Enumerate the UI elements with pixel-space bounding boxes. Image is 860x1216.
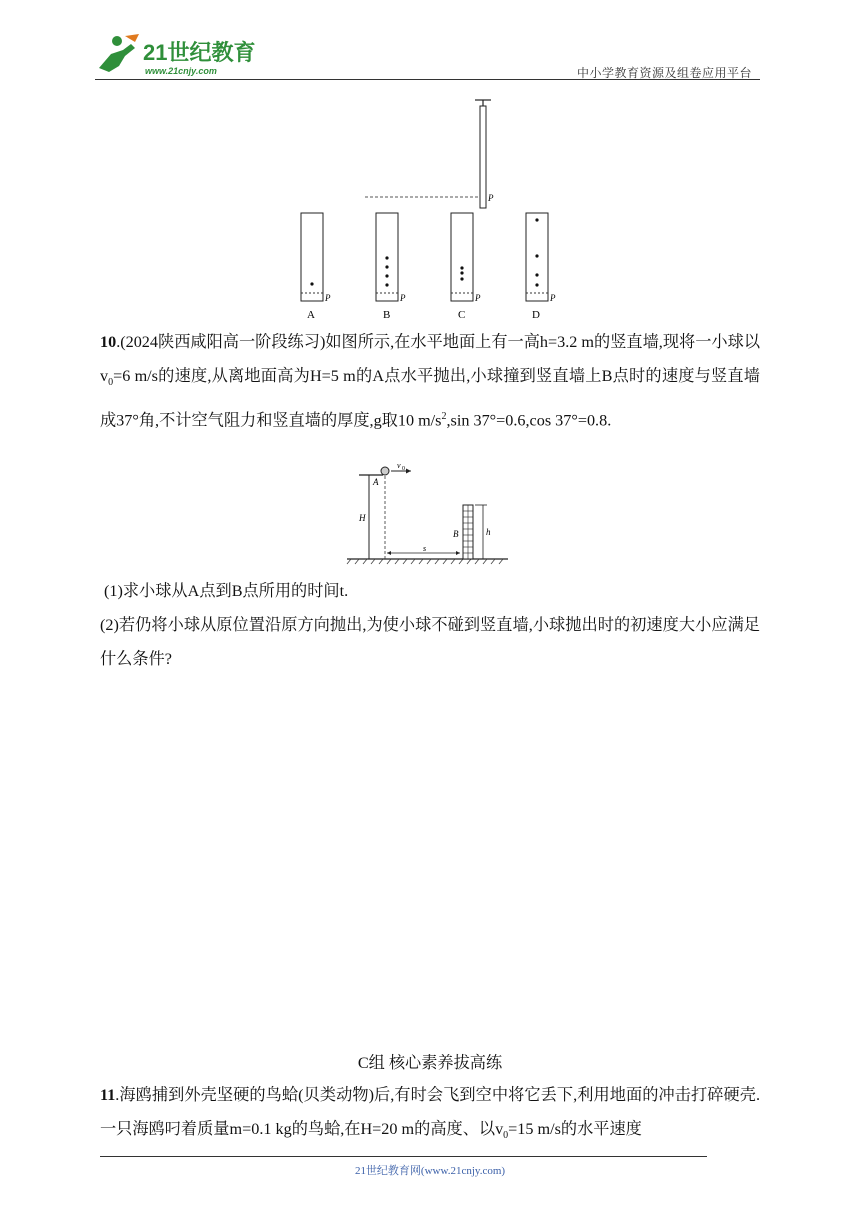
point-label-top: P xyxy=(488,193,494,203)
logo-text: 21世纪教育 xyxy=(143,40,256,65)
logo-url: www.21cnjy.com xyxy=(145,66,217,76)
figure-projectile-wall xyxy=(345,463,510,565)
runner-icon xyxy=(99,34,139,72)
svg-text:P: P xyxy=(325,293,331,303)
logo xyxy=(95,32,265,80)
svg-text:P: P xyxy=(400,293,406,303)
option-d-tube xyxy=(526,213,556,321)
footer-text: 21世纪教育网(www.21cnjy.com) xyxy=(354,1165,506,1177)
option-a-tube xyxy=(301,213,331,321)
section-title: C组 核心素养拔高练 xyxy=(357,1054,503,1072)
option-b-label: B xyxy=(383,309,391,321)
option-d-label: D xyxy=(532,309,540,321)
label-h: h xyxy=(486,527,491,537)
svg-text:0: 0 xyxy=(402,466,405,472)
question-10: 10.(2024陕西咸阳高一阶段练习)如图所示,在水平地面上有一高h=3.2 m的竖直墙,现将一小球以$v_0=6$ m/s的速度,从离地面高为H=5 m的A点水平抛出,小球撞到竖直墙上B点时的速度与竖直墙成37°角,不计空气阻力和竖直墙的厚度,g取10 $m/s^2,\sin$ 37°=0.6,cos 37°=0.8. xyxy=(100,333,761,430)
page-header xyxy=(95,32,760,80)
footer-divider xyxy=(100,1156,707,1157)
header-divider xyxy=(95,79,760,80)
label-A: A xyxy=(373,477,379,487)
label-B: B xyxy=(453,529,459,539)
question-10-part-1: (1)求小球从A点到B点所用的时间t. xyxy=(104,582,349,600)
label-s: s xyxy=(423,544,427,553)
question-number: 11 xyxy=(100,1086,116,1104)
ball xyxy=(381,467,389,475)
svg-text:v: v xyxy=(397,463,401,470)
header-tagline: 中小学教育资源及组卷应用平台 xyxy=(576,66,752,80)
svg-text:P: P xyxy=(475,293,481,303)
hanging-stick xyxy=(480,106,486,208)
option-a-label: A xyxy=(307,309,315,321)
option-c-tube xyxy=(451,213,481,321)
option-c-label: C xyxy=(458,309,466,321)
label-H: H xyxy=(359,513,366,523)
brick-wall xyxy=(463,505,473,559)
question-11: 11.海鸥捕到外壳坚硬的鸟蛤(贝类动物)后,有时会飞到空中将它丢下,利用地面的冲击打碎硬壳.一只海鸥叼着质量m=0.1 kg的鸟蛤,在H=20 m的高度、以$v_0=15$ m/s的水平速度 xyxy=(100,1086,760,1142)
question-10-part-2: (2)若仍将小球从原位置沿原方向抛出,为使小球不碰到竖直墙,小球抛出时的初速度大小应满足什么条件? xyxy=(100,616,760,668)
svg-text:P: P xyxy=(550,293,556,303)
option-b-tube xyxy=(376,213,406,321)
question-number: 10 xyxy=(100,333,117,351)
figure-stick-options xyxy=(295,98,565,323)
